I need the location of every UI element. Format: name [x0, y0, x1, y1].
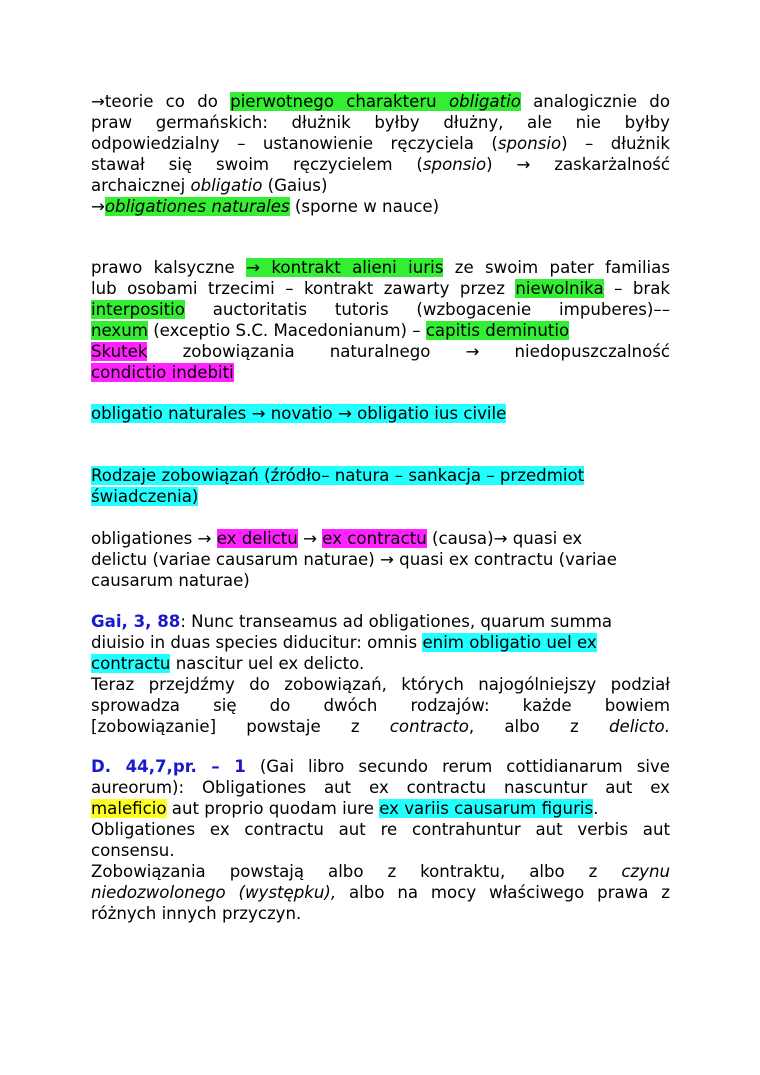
text-line: archaicznej obligatio (Gaius)	[91, 176, 328, 195]
paragraph-digest-quote	[91, 756, 670, 924]
text-line: condictio indebiti	[91, 363, 234, 382]
source-reference: Gai, 3, 88	[91, 612, 181, 631]
text-line: Gai, 3, 88: Nunc transeamus ad obligationes, quarum summa	[91, 612, 613, 631]
text-line: Rodzaje zobowiązań (źródło– natura – sankacja – przedmiot	[91, 466, 585, 485]
text-line: Teraz przejdźmy do zobowiązań, których najogólniejszy podział	[91, 675, 670, 694]
text-line: Obligationes ex contractu aut re contrahuntur aut verbis aut	[91, 820, 670, 839]
text-line: niedozwolonego (występku), albo na mocy właściwego prawa z	[91, 883, 670, 902]
paragraph-types-heading	[91, 465, 670, 507]
text-line: [zobowiązanie] powstaje z contracto, albo z delicto.	[91, 717, 670, 736]
text-line: różnych innych przyczyn.	[91, 904, 302, 923]
text-line: diuisio in duas species diducitur: omnis enim obligatio uel ex	[91, 633, 597, 652]
text-line: →obligationes naturales (sporne w nauce)	[91, 197, 440, 216]
text-line: consensu.	[91, 841, 175, 860]
text-line: prawo kalsyczne → kontrakt alieni iuris ze swoim pater familias	[91, 258, 670, 277]
text-line: nexum (exceptio S.C. Macedonianum) – capitis deminutio	[91, 321, 570, 340]
paragraph-gaius-quote	[91, 611, 670, 737]
text-line: praw germańskich: dłużnik byłby dłużny, ale nie byłby	[91, 113, 670, 132]
text-line: sprowadza się do dwóch rodzajów: każde bowiem	[91, 696, 670, 715]
paragraph-novatio	[91, 403, 670, 424]
text-line: Zobowiązania powstają albo z kontraktu, albo z czynu	[91, 862, 670, 881]
text-line: Skutek zobowiązania naturalnego → niedopuszczalność	[91, 342, 670, 361]
text-line: D. 44,7,pr. – 1 (Gai libro secundo rerum cottidianarum sive	[91, 757, 670, 776]
text-line: causarum naturae)	[91, 571, 250, 590]
text-line: świadczenia)	[91, 487, 199, 506]
source-reference: D. 44,7,pr. – 1	[91, 757, 246, 776]
text-line: interpositio auctoritatis tutoris (wzbogacenie impuberes)––	[91, 300, 670, 319]
paragraph-obligation-sources	[91, 528, 670, 591]
text-line: obligatio naturales → novatio → obligatio ius civile	[91, 404, 507, 423]
paragraph-classical-law	[91, 257, 670, 383]
text-line: maleficio aut proprio quodam iure ex variis causarum figuris.	[91, 799, 599, 818]
paragraph-obligatio-theories	[91, 91, 670, 217]
text-line: →teorie co do pierwotnego charakteru obligatio analogicznie do	[91, 92, 670, 111]
text-line: aureorum): Obligationes aut ex contractu nascuntur aut ex	[91, 778, 670, 797]
text-line: lub osobami trzecimi – kontrakt zawarty przez niewolnika – brak	[91, 279, 670, 298]
text-line: obligationes → ex delictu → ex contractu (causa)→ quasi ex	[91, 529, 583, 548]
text-line: delictu (variae causarum naturae) → quasi ex contractu (variae	[91, 550, 617, 569]
text-line: odpowiedzialny – ustanowienie ręczyciela (sponsio) – dłużnik	[91, 134, 670, 153]
text-line: stawał się swoim ręczycielem (sponsio) → zaskarżalność	[91, 155, 670, 174]
text-line: contractu nascitur uel ex delicto.	[91, 654, 365, 673]
